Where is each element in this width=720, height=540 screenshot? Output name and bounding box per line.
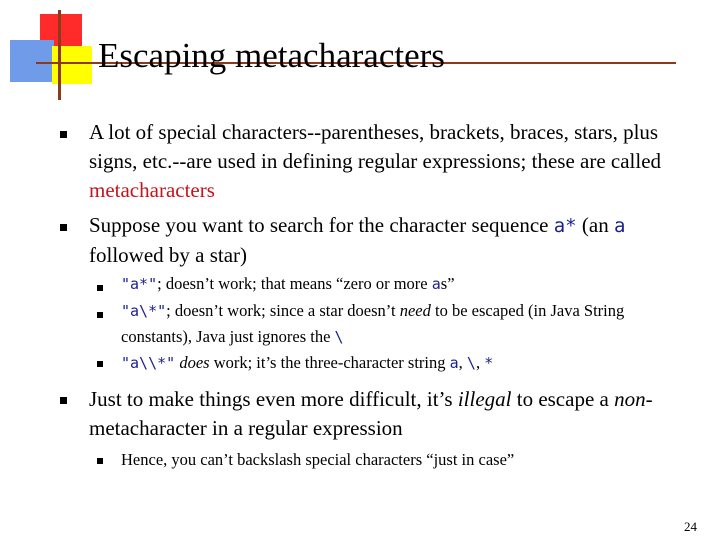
inline-code: \ — [334, 328, 344, 346]
sub-bullet-text — [121, 271, 691, 297]
bullet-text-part: (an — [576, 213, 614, 237]
bullet-text-part: Just to make things even more difficult, it’s — [89, 387, 458, 411]
bullet-text-part: to escape a — [511, 387, 615, 411]
bullet-text — [89, 385, 699, 443]
bullet-marker — [60, 224, 67, 231]
decoration-blue-square — [10, 40, 54, 82]
inline-code: a* — [553, 215, 577, 237]
inline-code: a — [613, 215, 626, 237]
sub-bullet-text-part: work; it’s the three-character string — [209, 353, 450, 372]
page-number: 24 — [684, 519, 697, 534]
emphasis: illegal — [457, 387, 512, 411]
sub-bullet-text-part: ; doesn’t work; that means “zero or more — [157, 274, 432, 293]
sub-bullet-text — [121, 298, 691, 350]
sub-bullet-text-part: , — [458, 353, 467, 372]
inline-code: "a*" — [121, 275, 158, 293]
sub-bullet-text: Hence, you can’t backslash special characters “just in case” — [121, 450, 515, 469]
bullet-text — [89, 211, 699, 270]
inline-code: a — [431, 275, 441, 293]
emphasis: does — [179, 353, 210, 372]
bullet-text — [89, 118, 699, 205]
slide-title: Escaping metacharacters — [98, 36, 445, 75]
bullet-marker — [60, 131, 67, 138]
inline-code: \ — [466, 354, 476, 372]
sub-bullet-text — [121, 350, 691, 376]
sub-bullet-marker — [97, 285, 103, 291]
inline-code: "a\*" — [121, 302, 167, 320]
sub-bullet-marker — [97, 312, 103, 318]
bullet-marker — [60, 397, 67, 404]
inline-code: a — [449, 354, 459, 372]
bullet-text-part: -metacharacter in a regular expression — [89, 387, 653, 440]
sub-bullet-marker — [97, 361, 103, 367]
decoration-vertical-line — [58, 10, 61, 100]
inline-code: "a\\*" — [121, 354, 176, 372]
sub-bullet-text-part: ; doesn’t work; since a star doesn’t — [166, 301, 400, 320]
sub-bullet-text-part: s” — [440, 274, 455, 293]
sub-bullet-marker — [97, 458, 103, 464]
sub-bullet-text-part: to be escaped (in Java String constants), Java just ignores the — [121, 301, 625, 346]
bullet-text-part: Suppose you want to search for the character sequence — [89, 213, 554, 237]
emphasis: non — [614, 387, 646, 411]
bullet-text-part: A lot of special characters--parentheses, brackets, braces, stars, plus signs, etc.--are used in defining regular expressions; these are called — [89, 120, 662, 173]
bullet-text-part: followed by a star) — [89, 243, 248, 267]
sub-bullet-text-part: , — [475, 353, 485, 372]
highlighted-term: metacharacters — [89, 178, 215, 202]
inline-code: * — [484, 354, 494, 372]
emphasis: need — [399, 301, 431, 320]
